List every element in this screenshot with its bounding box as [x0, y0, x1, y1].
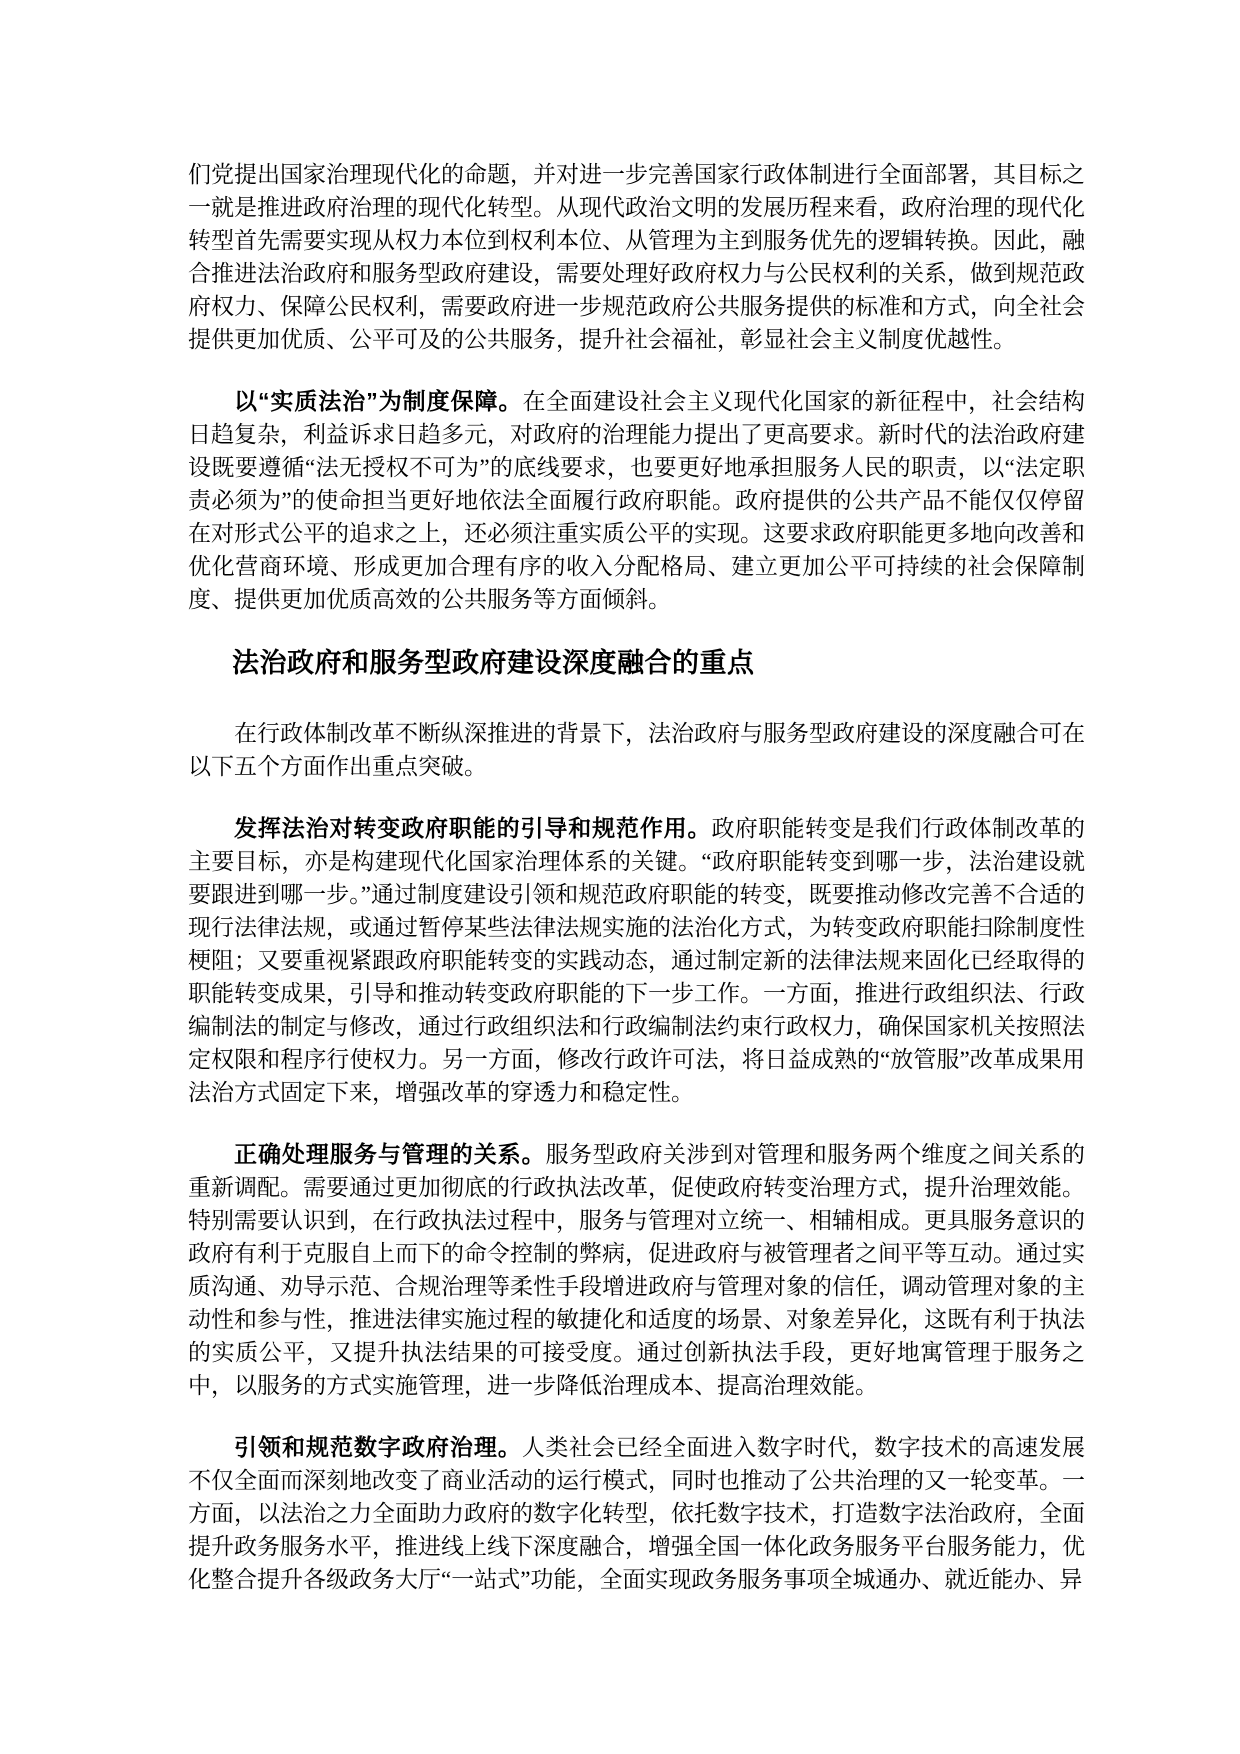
paragraph-lead: 以“实质法治”为制度保障。	[234, 388, 523, 414]
paragraph-text: 在全面建设社会主义现代化国家的新征程中，社会结构日趋复杂，利益诉求日趋多元，对政府的治理能力提出了更高要求。新时代的法治政府建设既要遵循“法无授权不可为”的底线要求，也要更好地承担服务人民的职责，以“法定职责必须为”的使命担当更好地依法全面履行政府职能。政府提供的公共产品不能仅仅停留在对形式公平的追求之上，还必须注重实质公平的实现。这要求政府职能更多地向改善和优化营商环境、形成更加合理有序的收入分配格局、建立更加公平可持续的社会保障制度、提供更加优质高效的公共服务等方面倾斜。	[188, 389, 1086, 612]
paragraph-text: 人类社会已经全面进入数字时代，数字技术的高速发展不仅全面而深刻地改变了商业活动的运行模式，同时也推动了公共治理的又一轮变革。一方面，以法治之力全面助力政府的数字化转型，依托数字技术，打造数字法治政府，全面提升政务服务水平，推进线上线下深度融合，增强全国一体化政务服务平台服务能力，优化整合提升各级政务大厅“一站式”功能，全面实现政务服务事项全城通办、就近能办、异	[188, 1435, 1086, 1592]
paragraph	[188, 385, 1085, 616]
paragraph	[188, 717, 1085, 783]
paragraph-lead: 正确处理服务与管理的关系。	[234, 1141, 546, 1167]
paragraph-text: 政府职能转变是我们行政体制改革的主要目标，亦是构建现代化国家治理体系的关键。“政府职能转变到哪一步，法治建设就要跟进到哪一步。”通过制度建设引领和规范政府职能的转变，既要推动修改完善不合适的现行法律法规，或通过暂停某些法律法规实施的法治化方式，为转变政府职能扫除制度性梗阻；又要重视紧跟政府职能转变的实践动态，通过制定新的法律法规来固化已经取得的职能转变成果，引导和推动转变政府职能的下一步工作。一方面，推进行政组织法、行政编制法的制定与修改，通过行政组织法和行政编制法约束行政权力，确保国家机关按照法定权限和程序行使权力。另一方面，修改行政许可法，将日益成熟的“放管服”改革成果用法治方式固定下来，增强改革的穿透力和稳定性。	[188, 816, 1086, 1105]
paragraph-text: 们党提出国家治理现代化的命题，并对进一步完善国家行政体制进行全面部署，其目标之一就是推进政府治理的现代化转型。从现代政治文明的发展历程来看，政府治理的现代化转型首先需要实现从权力本位到权利本位、从管理为主到服务优先的逻辑转换。因此，融合推进法治政府和服务型政府建设，需要处理好政府权力与公民权利的关系，做到规范政府权力、保障公民权利，需要政府进一步规范政府公共服务提供的标准和方式，向全社会提供更加优质、公平可及的公共服务，提升社会福祉，彰显社会主义制度优越性。	[188, 162, 1085, 352]
paragraph-text: 服务型政府关涉到对管理和服务两个维度之间关系的重新调配。需要通过更加彻底的行政执法改革，促使政府转变治理方式，提升治理效能。特别需要认识到，在行政执法过程中，服务与管理对立统一、相辅相成。更具服务意识的政府有利于克服自上而下的命令控制的弊病，促进政府与被管理者之间平等互动。通过实质沟通、劝导示范、合规治理等柔性手段增进政府与管理对象的信任，调动管理对象的主动性和参与性，推进法律实施过程的敏捷化和适度的场景、对象差异化，这既有利于执法的实质公平，又提升执法结果的可接受度。通过创新执法手段，更好地寓管理于服务之中，以服务的方式实施管理，进一步降低治理成本、提高治理效能。	[188, 1142, 1086, 1398]
paragraph-lead: 发挥法治对转变政府职能的引导和规范作用。	[234, 815, 712, 841]
paragraph-text: 在行政体制改革不断纵深推进的背景下，法治政府与服务型政府建设的深度融合可在以下五个方面作出重点突破。	[188, 721, 1085, 779]
paragraph	[188, 812, 1085, 1109]
document-body	[188, 158, 1085, 1596]
paragraph	[188, 1431, 1085, 1596]
paragraph-lead: 引领和规范数字政府治理。	[234, 1434, 522, 1460]
paragraph	[188, 158, 1085, 356]
section-heading: 法治政府和服务型政府建设深度融合的重点	[232, 648, 755, 678]
paragraph	[188, 1138, 1085, 1402]
